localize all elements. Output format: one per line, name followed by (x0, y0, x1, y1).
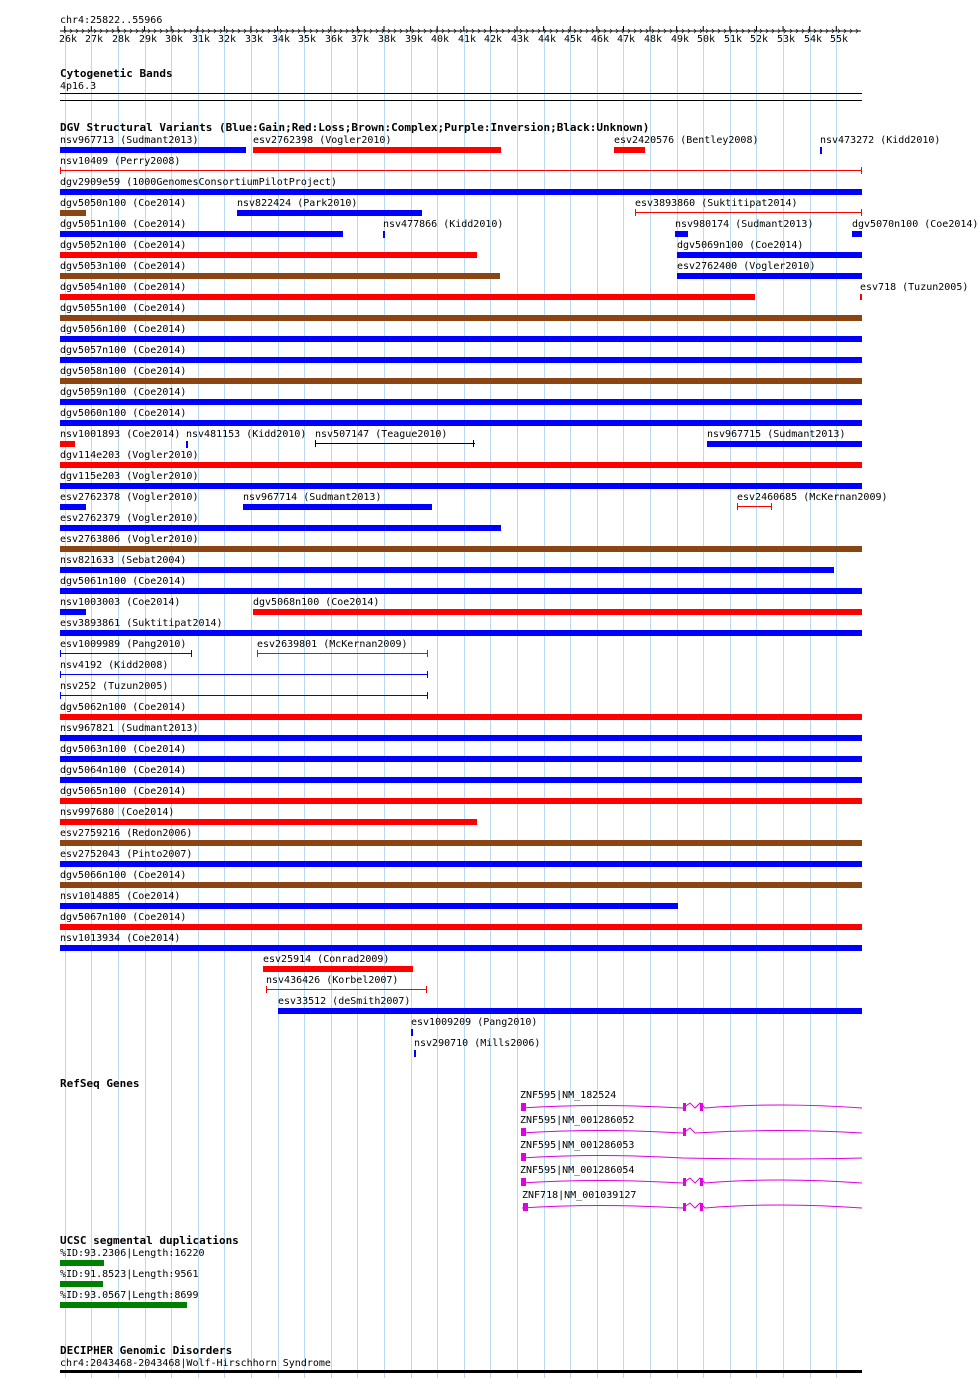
variant-label: dgv5059n100 (Coe2014) (60, 387, 187, 398)
ruler-tick-label: 39k (405, 34, 424, 45)
variant-line[interactable] (60, 170, 862, 171)
variant-label: dgv5050n100 (Coe2014) (60, 198, 187, 209)
variant-bar[interactable] (60, 588, 862, 594)
variant-tick[interactable] (820, 147, 822, 154)
variant-label: dgv5060n100 (Coe2014) (60, 408, 187, 419)
variant-label: esv2763806 (Vogler2010) (60, 534, 199, 545)
variant-bar[interactable] (60, 840, 862, 846)
variant-bar[interactable] (60, 882, 862, 888)
variant-bar[interactable] (677, 273, 862, 279)
variant-label: dgv5063n100 (Coe2014) (60, 744, 187, 755)
ruler-tick-label: 37k (351, 34, 370, 45)
gene-exon (521, 1153, 526, 1161)
variant-label: dgv5070n100 (Coe2014) (852, 219, 978, 230)
variant-tick[interactable] (411, 1029, 413, 1036)
variant-label: nsv1001893 (Coe2014) (60, 429, 181, 440)
cytoband-title: Cytogenetic Bands (60, 67, 173, 80)
segdup-bar[interactable] (60, 1302, 187, 1308)
variant-label: esv2752043 (Pinto2007) (60, 849, 193, 860)
decipher-label: chr4:2043468-2043468|Wolf-Hirschhorn Syndrome (60, 1358, 331, 1369)
variant-label: esv3893861 (Suktitipat2014) (60, 618, 223, 629)
variant-label: dgv5056n100 (Coe2014) (60, 324, 187, 335)
variant-line[interactable] (60, 695, 428, 696)
gene-label: ZNF595|NM_001286054 (520, 1165, 635, 1176)
variant-bar[interactable] (60, 546, 862, 552)
variant-label: esv718 (Tuzun2005) (860, 282, 969, 293)
ruler-tick-label: 29k (139, 34, 158, 45)
variant-label: dgv5061n100 (Coe2014) (60, 576, 187, 587)
variant-label: esv1009989 (Pang2010) (60, 639, 187, 650)
variant-label: dgv5051n100 (Coe2014) (60, 219, 187, 230)
ruler-tick-label: 50k (697, 34, 716, 45)
ruler-tick-label: 53k (777, 34, 796, 45)
variant-label: dgv5052n100 (Coe2014) (60, 240, 187, 251)
variant-label: dgv115e203 (Vogler2010) (60, 471, 199, 482)
variant-bar[interactable] (60, 336, 862, 342)
segdup-label: %ID:93.0567|Length:8699 (60, 1290, 199, 1301)
variant-label: esv2762378 (Vogler2010) (60, 492, 199, 503)
variant-label: dgv5065n100 (Coe2014) (60, 786, 187, 797)
variant-label: dgv5064n100 (Coe2014) (60, 765, 187, 776)
variant-bar[interactable] (60, 273, 500, 279)
variant-label: dgv5068n100 (Coe2014) (253, 597, 380, 608)
variant-bar[interactable] (60, 315, 862, 321)
variant-tick[interactable] (383, 231, 385, 238)
gene-exon (523, 1203, 528, 1211)
gene-exon (683, 1128, 686, 1136)
ruler-tick-label: 44k (538, 34, 557, 45)
gene-exon (521, 1178, 526, 1186)
variant-label: nsv997680 (Coe2014) (60, 807, 175, 818)
variant-bar[interactable] (278, 1008, 862, 1014)
ruler-tick-label: 32k (218, 34, 237, 45)
variant-bar[interactable] (60, 231, 343, 237)
ruler-tick-label: 55k (830, 34, 849, 45)
variant-label: esv2762379 (Vogler2010) (60, 513, 199, 524)
segdup-track-title: UCSC segmental duplications (60, 1234, 239, 1247)
ruler-tick-label: 26k (59, 34, 78, 45)
variant-line[interactable] (60, 653, 192, 654)
variant-label: esv2759216 (Redon2006) (60, 828, 193, 839)
variant-bar[interactable] (60, 924, 862, 930)
variant-bar[interactable] (60, 714, 862, 720)
variant-bar[interactable] (60, 903, 678, 909)
variant-bar[interactable] (60, 609, 86, 615)
variant-label: dgv5055n100 (Coe2014) (60, 303, 187, 314)
segdup-bar[interactable] (60, 1281, 103, 1287)
variant-label: nsv4192 (Kidd2008) (60, 660, 169, 671)
gene-label: ZNF595|NM_001286053 (520, 1140, 635, 1151)
variant-label: nsv967821 (Sudmant2013) (60, 723, 199, 734)
gene-exon (683, 1178, 686, 1186)
variant-label: nsv967713 (Sudmant2013) (60, 135, 199, 146)
variant-bar[interactable] (60, 798, 862, 804)
variant-label: esv3893860 (Suktitipat2014) (635, 198, 798, 209)
variant-bar[interactable] (60, 630, 862, 636)
dgv-track-title: DGV Structural Variants (Blue:Gain;Red:Loss;Brown:Complex;Purple:Inversion;Black:Unknown) (60, 121, 650, 134)
ruler-tick-label: 45k (564, 34, 583, 45)
variant-bar[interactable] (60, 861, 862, 867)
variant-line[interactable] (257, 653, 428, 654)
gene-model[interactable] (518, 1100, 863, 1114)
gene-model[interactable] (518, 1175, 863, 1189)
gene-exon (521, 1128, 526, 1136)
variant-bar[interactable] (60, 210, 86, 216)
gene-exon (700, 1178, 703, 1186)
variant-bar[interactable] (263, 966, 413, 972)
ruler-tick-label: 54k (804, 34, 823, 45)
variant-label: nsv507147 (Teague2010) (315, 429, 448, 440)
variant-label: esv33512 (deSmith2007) (278, 996, 411, 1007)
variant-label: esv2762398 (Vogler2010) (253, 135, 392, 146)
variant-label: nsv967714 (Sudmant2013) (243, 492, 382, 503)
segdup-label: %ID:91.8523|Length:9561 (60, 1269, 199, 1280)
gene-exon (700, 1203, 703, 1211)
segdup-label: %ID:93.2306|Length:16220 (60, 1248, 205, 1259)
variant-label: nsv821633 (Sebat2004) (60, 555, 187, 566)
variant-label: dgv5066n100 (Coe2014) (60, 870, 187, 881)
variant-label: dgv5053n100 (Coe2014) (60, 261, 187, 272)
variant-label: nsv822424 (Park2010) (237, 198, 358, 209)
ruler-tick-label: 28k (112, 34, 131, 45)
ruler-tick-label: 30k (165, 34, 184, 45)
variant-bar[interactable] (60, 945, 862, 951)
variant-bar[interactable] (60, 819, 477, 825)
gene-model[interactable] (518, 1150, 863, 1164)
variant-bar[interactable] (60, 399, 862, 405)
ruler-tick-label: 47k (617, 34, 636, 45)
ruler-tick-label: 51k (724, 34, 743, 45)
ruler-tick-label: 38k (378, 34, 397, 45)
ruler-tick-label: 33k (245, 34, 264, 45)
variant-bar[interactable] (860, 294, 862, 300)
variant-label: dgv5054n100 (Coe2014) (60, 282, 187, 293)
variant-bar[interactable] (60, 735, 862, 741)
variant-tick[interactable] (414, 1050, 416, 1057)
variant-bar[interactable] (60, 462, 862, 468)
variant-label: dgv5069n100 (Coe2014) (677, 240, 804, 251)
ruler-tick-label: 52k (750, 34, 769, 45)
variant-bar[interactable] (614, 147, 645, 153)
variant-label: nsv436426 (Korbel2007) (266, 975, 399, 986)
ruler-title: chr4:25822..55966 (60, 15, 163, 26)
variant-label: dgv5057n100 (Coe2014) (60, 345, 187, 356)
ruler-tick-label: 31k (192, 34, 211, 45)
variant-bar[interactable] (60, 441, 75, 447)
variant-label: dgv114e203 (Vogler2010) (60, 450, 199, 461)
variant-bar[interactable] (60, 294, 755, 300)
variant-label: nsv477866 (Kidd2010) (383, 219, 504, 230)
variant-label: dgv5058n100 (Coe2014) (60, 366, 187, 377)
variant-line[interactable] (60, 674, 428, 675)
ruler-tick-label: 48k (644, 34, 663, 45)
variant-label: esv2762400 (Vogler2010) (677, 261, 816, 272)
decipher-track-title: DECIPHER Genomic Disorders (60, 1344, 233, 1357)
variant-bar[interactable] (60, 483, 862, 489)
gene-intron-line (522, 1178, 862, 1183)
variant-bar[interactable] (60, 378, 862, 384)
refseq-track-title: RefSeq Genes (60, 1077, 140, 1090)
variant-bar[interactable] (237, 210, 422, 216)
ruler-tick-label: 46k (591, 34, 610, 45)
variant-label: nsv1003003 (Coe2014) (60, 597, 181, 608)
ruler-tick-label: 36k (325, 34, 344, 45)
variant-label: nsv1013934 (Coe2014) (60, 933, 181, 944)
variant-bar[interactable] (60, 777, 862, 783)
variant-line[interactable] (737, 506, 772, 507)
variant-label: esv2420576 (Bentley2008) (614, 135, 759, 146)
ruler-tick-label: 40k (431, 34, 450, 45)
ruler-tick-label: 43k (511, 34, 530, 45)
variant-label: esv2639801 (McKernan2009) (257, 639, 408, 650)
gene-label: ZNF595|NM_001286052 (520, 1115, 635, 1126)
gene-model[interactable] (518, 1200, 863, 1214)
ruler-tick-label: 34k (272, 34, 291, 45)
variant-label: nsv967715 (Sudmant2013) (707, 429, 846, 440)
gene-intron-line (522, 1156, 862, 1160)
variant-label: nsv481153 (Kidd2010) (186, 429, 307, 440)
gene-exon (521, 1103, 526, 1111)
variant-bar[interactable] (677, 252, 862, 258)
variant-label: nsv980174 (Sudmant2013) (675, 219, 814, 230)
cytoband-label: 4p16.3 (60, 81, 97, 92)
ruler-tick-label: 41k (458, 34, 477, 45)
gene-exon (700, 1103, 703, 1111)
gene-label: ZNF718|NM_001039127 (522, 1190, 637, 1201)
variant-label: esv2460685 (McKernan2009) (737, 492, 888, 503)
gene-exon (683, 1203, 686, 1211)
variant-bar[interactable] (60, 756, 862, 762)
variant-label: dgv5062n100 (Coe2014) (60, 702, 187, 713)
ruler-tick-label: 49k (671, 34, 690, 45)
variant-label: nsv252 (Tuzun2005) (60, 681, 169, 692)
variant-bar[interactable] (243, 504, 432, 510)
gene-intron-line (522, 1203, 862, 1208)
variant-label: esv25914 (Conrad2009) (263, 954, 390, 965)
variant-label: nsv290710 (Mills2006) (414, 1038, 541, 1049)
variant-bar[interactable] (60, 420, 862, 426)
variant-bar[interactable] (60, 147, 246, 153)
variant-line[interactable] (266, 989, 427, 990)
variant-label: dgv5067n100 (Coe2014) (60, 912, 187, 923)
variant-bar[interactable] (675, 231, 688, 237)
variant-bar[interactable] (707, 441, 862, 447)
gene-intron-line (522, 1128, 862, 1133)
gene-label: ZNF595|NM_182524 (520, 1090, 617, 1101)
variant-line[interactable] (315, 443, 475, 444)
variant-line[interactable] (635, 212, 862, 213)
variant-bar[interactable] (253, 609, 862, 615)
variant-bar[interactable] (60, 252, 477, 258)
gene-exon (683, 1103, 686, 1111)
variant-bar[interactable] (60, 567, 834, 573)
ruler-tick-label: 27k (85, 34, 104, 45)
variant-label: nsv10409 (Perry2008) (60, 156, 181, 167)
variant-bar[interactable] (60, 189, 862, 195)
variant-label: dgv2909e59 (1000GenomesConsortiumPilotProject) (60, 177, 337, 188)
ruler-tick-label: 42k (484, 34, 503, 45)
variant-label: esv1009209 (Pang2010) (411, 1017, 538, 1028)
variant-bar[interactable] (60, 357, 862, 363)
gene-intron-line (522, 1103, 862, 1108)
variant-label: nsv473272 (Kidd2010) (820, 135, 941, 146)
variant-bar[interactable] (253, 147, 501, 153)
variant-bar[interactable] (60, 525, 501, 531)
variant-tick[interactable] (186, 441, 188, 448)
variant-bar[interactable] (852, 231, 862, 237)
variant-label: nsv1014885 (Coe2014) (60, 891, 181, 902)
variant-bar[interactable] (60, 504, 86, 510)
ruler-tick-label: 35k (298, 34, 317, 45)
gene-model[interactable] (518, 1125, 863, 1139)
segdup-bar[interactable] (60, 1260, 104, 1266)
